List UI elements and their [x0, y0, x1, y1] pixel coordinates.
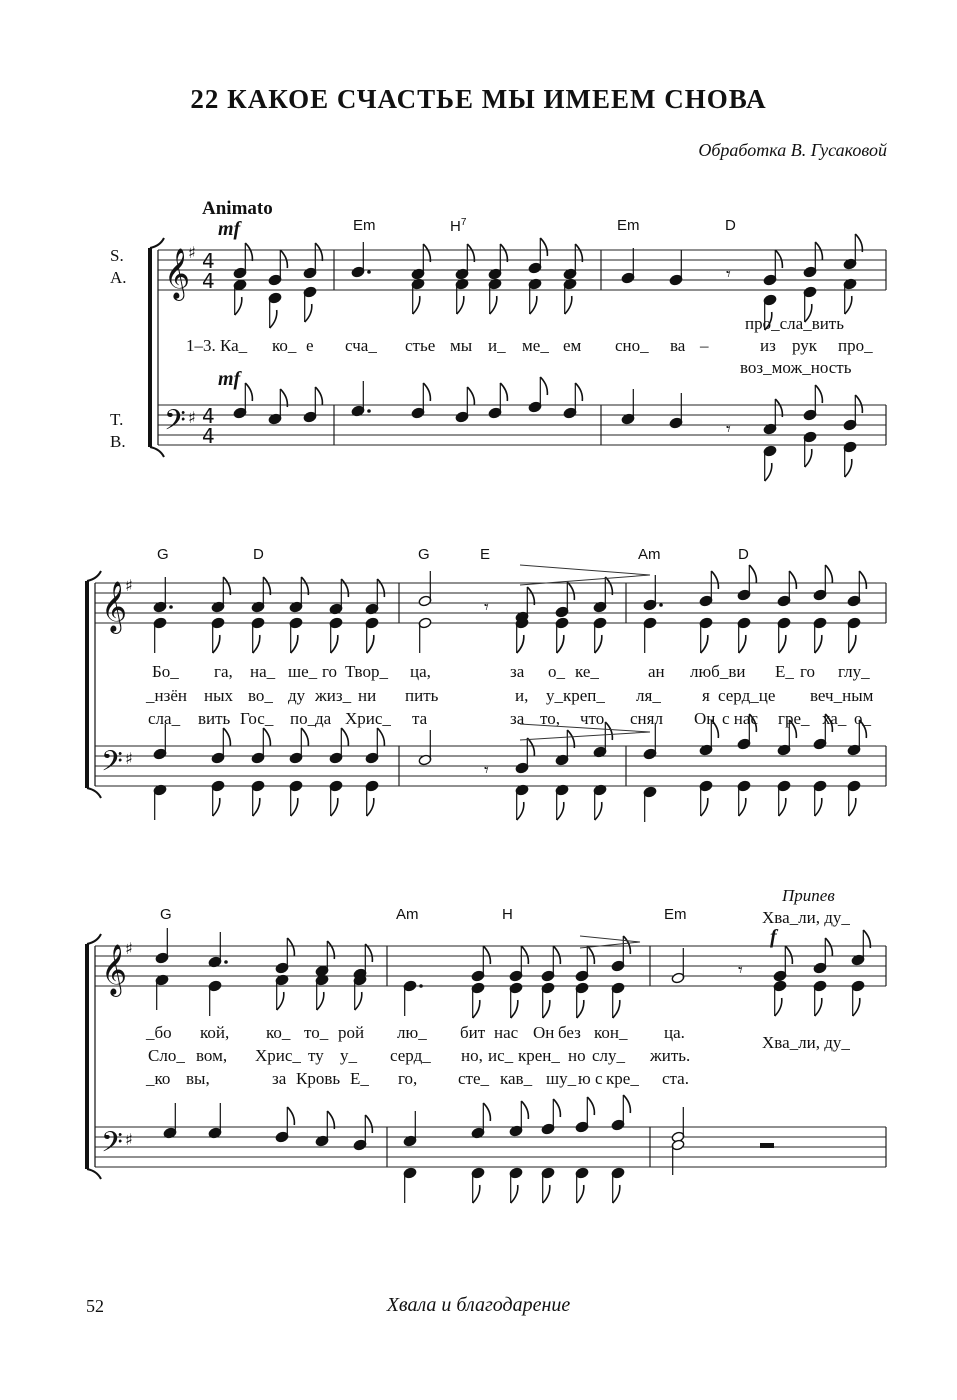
- lyric-syllable: кав_: [500, 1069, 533, 1088]
- note-flag: [527, 738, 534, 756]
- lyric-syllable: кон_: [594, 1023, 628, 1042]
- note-flag: [263, 728, 270, 746]
- note-flag: [341, 579, 348, 597]
- lyric-syllable: рой: [338, 1023, 365, 1042]
- lyric-syllable: за: [510, 662, 525, 681]
- chord-symbol: G: [418, 546, 430, 563]
- note-flag: [849, 798, 856, 816]
- note-flag: [467, 244, 474, 262]
- note-flag: [253, 635, 260, 653]
- lyric-syllable: сла_: [148, 709, 181, 728]
- note-flag: [517, 802, 524, 820]
- lyric-syllable: то_: [304, 1023, 329, 1042]
- note-flag: [577, 1000, 584, 1018]
- time-signature: 4: [202, 249, 215, 273]
- note-flag: [779, 798, 786, 816]
- lyric-syllable: серд_: [390, 1046, 431, 1065]
- lyric-syllable: мы: [450, 336, 473, 355]
- note-flag: [557, 802, 564, 820]
- note-flag: [483, 1103, 490, 1121]
- lyric-syllable: люб_ви: [690, 662, 746, 681]
- voice-label-soprano: S.: [110, 246, 124, 265]
- arranger-credit: Обработка В. Гусаковой: [698, 140, 887, 160]
- note-flag: [779, 635, 786, 653]
- lyric-syllable: ва: [670, 336, 686, 355]
- bass-clef: 𝄢: [101, 1126, 123, 1166]
- voice-label-alto: A.: [110, 268, 127, 287]
- lyric-syllable: ха_: [822, 709, 847, 728]
- note-flag: [623, 936, 630, 954]
- note-flag: [327, 1111, 334, 1129]
- note-flag: [280, 250, 287, 268]
- note-flag: [500, 244, 507, 262]
- note-flag: [223, 577, 230, 595]
- note-flag: [553, 1099, 560, 1117]
- note-flag: [317, 992, 324, 1010]
- lyric-syllable: ду: [288, 686, 306, 705]
- eighth-rest: 𝄾: [484, 597, 489, 618]
- note-flag: [825, 938, 832, 956]
- lyric-syllable: ста.: [662, 1069, 689, 1088]
- chord-symbol: Am: [396, 906, 419, 923]
- eighth-rest: 𝄾: [738, 960, 743, 981]
- chord-symbol: G: [160, 906, 172, 923]
- lyric-syllable: лю_: [397, 1023, 427, 1042]
- note-flag: [595, 635, 602, 653]
- time-signature: 4: [202, 404, 215, 428]
- treble-clef: 𝄞: [164, 248, 191, 299]
- note-flag: [557, 635, 564, 653]
- page-title: 22 КАКОЕ СЧАСТЬЕ МЫ ИМЕЕМ СНОВА: [190, 84, 767, 114]
- chord-symbol: D: [738, 546, 749, 563]
- note-flag: [413, 296, 420, 314]
- note-flag: [775, 399, 782, 417]
- note-flag: [575, 383, 582, 401]
- note-flag: [270, 310, 277, 328]
- note-flag: [301, 728, 308, 746]
- dot: [169, 605, 173, 609]
- lyric-syllable: Кровь: [296, 1069, 341, 1088]
- treble-clef: 𝄞: [101, 581, 128, 632]
- system-bracket: [87, 788, 101, 798]
- note-flag: [605, 577, 612, 595]
- lyric-syllable: Он: [533, 1023, 555, 1042]
- lyric-syllable: про_: [838, 336, 873, 355]
- time-signature: 4: [202, 269, 215, 293]
- note-flag: [253, 798, 260, 816]
- note-flag: [749, 565, 756, 583]
- note-flag: [863, 930, 870, 948]
- lyric-line: Хва_ли, ду_: [762, 1033, 850, 1052]
- note-flag: [577, 1185, 584, 1203]
- bass-clef: 𝄢: [164, 404, 186, 444]
- note-flag: [587, 946, 594, 964]
- lyric-syllable: у_: [340, 1046, 357, 1065]
- lyric-syllable: Хрис_: [345, 709, 391, 728]
- dynamic-mf-lower: mf: [218, 368, 241, 390]
- eighth-rest: 𝄾: [726, 264, 731, 285]
- note-flag: [815, 242, 822, 260]
- system-bracket: [87, 571, 101, 581]
- system-bracket: [150, 238, 164, 248]
- note-flag: [595, 802, 602, 820]
- lyric-syllable: о_: [548, 662, 565, 681]
- note-flag: [521, 946, 528, 964]
- note-flag: [845, 296, 852, 314]
- note-flag: [701, 798, 708, 816]
- lyric-syllable: снял: [630, 709, 663, 728]
- lyric-syllable: пить: [405, 686, 439, 705]
- note-flag: [473, 1185, 480, 1203]
- lyric-syllable: ни: [358, 686, 377, 705]
- note-flag: [423, 383, 430, 401]
- note-flag: [565, 296, 572, 314]
- note-flag: [511, 1185, 518, 1203]
- lyric-syllable: ше_: [288, 662, 318, 681]
- note-flag: [765, 463, 772, 481]
- note-flag: [263, 577, 270, 595]
- lyric-syllable: шу_: [546, 1069, 577, 1088]
- lyric-syllable: та: [412, 709, 428, 728]
- lyric-syllable: Твор_: [345, 662, 388, 681]
- lyric-syllable: жиз_: [315, 686, 352, 705]
- note-flag: [805, 304, 812, 322]
- note-flag: [367, 635, 374, 653]
- note-flag: [301, 577, 308, 595]
- lyric-syllable: рук: [792, 336, 818, 355]
- tempo-marking: Animato: [202, 198, 273, 219]
- lyric-syllable: вы,: [186, 1069, 210, 1088]
- note-flag: [613, 1000, 620, 1018]
- note-flag: [473, 1000, 480, 1018]
- lyric-syllable: у_креп_: [546, 686, 605, 705]
- chord-symbol: Em: [353, 217, 376, 234]
- lyric-syllable: ем: [563, 336, 582, 355]
- note-flag: [815, 635, 822, 653]
- note-flag: [567, 582, 574, 600]
- lyric-syllable: ко_: [272, 336, 297, 355]
- lyric-syllable: ца,: [410, 662, 431, 681]
- note-flag: [825, 565, 832, 583]
- note-flag: [711, 720, 718, 738]
- note-flag: [805, 449, 812, 467]
- note-flag: [543, 1185, 550, 1203]
- lyric-syllable: на_: [250, 662, 276, 681]
- time-signature: 4: [202, 424, 215, 448]
- note-flag: [540, 238, 547, 256]
- lyric-syllable: е: [306, 336, 314, 355]
- note-flag: [517, 635, 524, 653]
- note-flag: [377, 579, 384, 597]
- lyric-syllable: веч_ным: [810, 686, 874, 705]
- note-flag: [623, 1095, 630, 1113]
- note-flag: [815, 998, 822, 1016]
- key-signature-sharp: ♯: [125, 749, 133, 768]
- note-flag: [423, 244, 430, 262]
- eighth-rest: 𝄾: [484, 760, 489, 781]
- lyric-syllable: сча_: [345, 336, 377, 355]
- lyric-syllable: Е_: [350, 1069, 369, 1088]
- note-flag: [245, 243, 252, 261]
- note-flag: [849, 635, 856, 653]
- lyric-syllable: го,: [398, 1069, 418, 1088]
- dot: [224, 960, 228, 964]
- note-flag: [825, 714, 832, 732]
- lyric-syllable: и,: [515, 686, 529, 705]
- note-flag: [711, 571, 718, 589]
- note-flag: [575, 244, 582, 262]
- lyric-syllable: ан: [648, 662, 665, 681]
- chord-symbol: D: [725, 217, 736, 234]
- note-flag: [765, 312, 772, 330]
- note-flag: [855, 234, 862, 252]
- note-flag: [775, 998, 782, 1016]
- note-flag: [365, 944, 372, 962]
- lyric-syllable: кой,: [200, 1023, 230, 1042]
- note-flag: [543, 1000, 550, 1018]
- note-flag: [483, 946, 490, 964]
- note-flag: [245, 383, 252, 401]
- note-flag: [235, 297, 242, 315]
- lyric-syllable: стье: [405, 336, 436, 355]
- note-flag: [365, 1115, 372, 1133]
- lyric-syllable: я: [702, 686, 710, 705]
- note-flag: [530, 296, 537, 314]
- note-flag: [553, 946, 560, 964]
- note-flag: [331, 798, 338, 816]
- lyric-syllable: го: [800, 662, 816, 681]
- note-flag: [305, 304, 312, 322]
- treble-clef: 𝄞: [101, 944, 128, 995]
- lyric-syllable: –: [700, 336, 709, 355]
- lyric-line: Хва_ли, ду_: [762, 908, 850, 927]
- note-flag: [457, 296, 464, 314]
- lyric-syllable: Е_: [775, 662, 794, 681]
- crescendo-hairpin: [520, 565, 650, 585]
- lyric-syllable: вом,: [196, 1046, 228, 1065]
- note-flag: [613, 1185, 620, 1203]
- note-flag: [845, 459, 852, 477]
- note-flag: [859, 571, 866, 589]
- lyric-syllable: за: [272, 1069, 287, 1088]
- note-flag: [775, 250, 782, 268]
- decrescendo-hairpin: [520, 724, 650, 740]
- lyric-line: про_сла_вить: [745, 314, 844, 333]
- lyric-syllable: ца.: [664, 1023, 685, 1042]
- lyric-syllable: по_: [290, 709, 317, 728]
- note-flag: [341, 728, 348, 746]
- chord-symbol: $H^7$: [450, 217, 467, 235]
- lyric-syllable: без: [558, 1023, 581, 1042]
- note-flag: [500, 383, 507, 401]
- half-rest: [760, 1143, 774, 1148]
- note-flag: [315, 387, 322, 405]
- note-flag: [815, 385, 822, 403]
- lyric-syllable: сно_: [615, 336, 649, 355]
- lyric-syllable: во_: [248, 686, 273, 705]
- lyric-syllable: _ко: [146, 1069, 171, 1088]
- note-flag: [587, 1097, 594, 1115]
- dot: [659, 603, 663, 607]
- note-flag: [277, 992, 284, 1010]
- lyric-syllable: ля_: [636, 686, 661, 705]
- system-bracket: [87, 934, 101, 944]
- note-flag: [521, 1101, 528, 1119]
- lyric-syllable: да: [315, 709, 332, 728]
- note-flag: [287, 1107, 294, 1125]
- note-flag: [331, 635, 338, 653]
- note-flag: [527, 587, 534, 605]
- chord-symbol: Em: [664, 906, 687, 923]
- chord-symbol: Am: [638, 546, 661, 563]
- lyric-syllable: га,: [214, 662, 233, 681]
- lyric-syllable: го: [322, 662, 338, 681]
- lyric-syllable: Бо_: [152, 662, 179, 681]
- note-flag: [490, 296, 497, 314]
- lyric-syllable: Он: [694, 709, 716, 728]
- voice-label-bass: B.: [110, 432, 126, 451]
- lyric-syllable: Хрис_: [255, 1046, 301, 1065]
- lyric-syllable: что: [580, 709, 605, 728]
- lyric-syllable: за: [510, 709, 525, 728]
- lyric-syllable: ю с: [578, 1069, 603, 1088]
- lyric-syllable: и_: [488, 336, 506, 355]
- note-flag: [815, 798, 822, 816]
- lyric-syllable: но,: [461, 1046, 483, 1065]
- bass-clef: 𝄢: [101, 745, 123, 785]
- lyric-syllable: жить.: [650, 1046, 691, 1065]
- lyric-syllable: гре_: [778, 709, 810, 728]
- chord-symbol: G: [157, 546, 169, 563]
- lyric-syllable: кре_: [606, 1069, 639, 1088]
- note-flag: [213, 798, 220, 816]
- voice-label-tenor: T.: [110, 410, 124, 429]
- system-bracket: [87, 1169, 101, 1179]
- note-flag: [859, 720, 866, 738]
- lyric-syllable: Гос_: [240, 709, 274, 728]
- note-flag: [739, 798, 746, 816]
- note-flag: [567, 730, 574, 748]
- note-flag: [355, 992, 362, 1010]
- note-flag: [789, 571, 796, 589]
- lyric-syllable: _нзён: [146, 686, 187, 705]
- system-bracket: [150, 447, 164, 457]
- note-flag: [291, 798, 298, 816]
- lyric-syllable: бит: [460, 1023, 486, 1042]
- lyric-syllable: вить: [198, 709, 231, 728]
- chord-symbol: Em: [617, 217, 640, 234]
- lyric-syllable: 1–3. Ка_: [186, 336, 248, 355]
- lyric-syllable: с нас: [722, 709, 758, 728]
- chord-symbol: D: [253, 546, 264, 563]
- dot: [367, 409, 371, 413]
- page-number: 52: [86, 1296, 104, 1316]
- note-flag: [749, 714, 756, 732]
- dot: [367, 270, 371, 274]
- book-title: Хвала и благодарение: [386, 1294, 571, 1316]
- note-flag: [605, 722, 612, 740]
- key-signature-sharp: ♯: [125, 939, 133, 958]
- chord-symbol: E: [480, 546, 491, 563]
- chord-symbol: H: [502, 906, 513, 923]
- dynamic-f: f: [770, 926, 777, 948]
- lyric-syllable: слу_: [592, 1046, 626, 1065]
- lyric-syllable: но: [568, 1046, 586, 1065]
- key-signature-sharp: ♯: [125, 1130, 133, 1149]
- note-flag: [739, 635, 746, 653]
- lyric-syllable: серд_це: [718, 686, 776, 705]
- note-flag: [789, 720, 796, 738]
- key-signature-sharp: ♯: [188, 243, 196, 262]
- lyric-syllable: крен_: [518, 1046, 560, 1065]
- lyric-line: воз_мож_ность: [740, 358, 852, 377]
- note-flag: [511, 1000, 518, 1018]
- lyric-syllable: сте_: [458, 1069, 490, 1088]
- key-signature-sharp: ♯: [188, 408, 196, 427]
- lyric-syllable: ко_: [266, 1023, 291, 1042]
- lyric-syllable: _бо: [146, 1023, 172, 1042]
- lyric-syllable: ке_: [575, 662, 599, 681]
- lyric-syllable: ис_: [488, 1046, 514, 1065]
- dot: [419, 984, 423, 988]
- note-flag: [853, 998, 860, 1016]
- lyric-syllable: Сло_: [148, 1046, 185, 1065]
- dynamic-mf-upper: mf: [218, 218, 241, 240]
- lyric-syllable: глу_: [838, 662, 870, 681]
- note-flag: [223, 728, 230, 746]
- note-flag: [280, 389, 287, 407]
- lyric-syllable: нас: [494, 1023, 519, 1042]
- refrain-label: Припев: [782, 886, 835, 905]
- note-flag: [377, 728, 384, 746]
- eighth-rest: 𝄾: [726, 419, 731, 440]
- note-flag: [315, 243, 322, 261]
- lyric-syllable: о_: [854, 709, 871, 728]
- note-flag: [367, 798, 374, 816]
- note-flag: [467, 387, 474, 405]
- lyric-syllable: из: [760, 336, 776, 355]
- note-flag: [785, 946, 792, 964]
- key-signature-sharp: ♯: [125, 576, 133, 595]
- note-flag: [701, 635, 708, 653]
- lyric-syllable: ту: [308, 1046, 324, 1065]
- note-flag: [213, 635, 220, 653]
- note-flag: [540, 377, 547, 395]
- lyric-syllable: ных: [204, 686, 234, 705]
- lyric-syllable: ме_: [522, 336, 549, 355]
- note-flag: [855, 395, 862, 413]
- note-flag: [291, 635, 298, 653]
- lyric-syllable: то,: [540, 709, 560, 728]
- note-flag: [287, 938, 294, 956]
